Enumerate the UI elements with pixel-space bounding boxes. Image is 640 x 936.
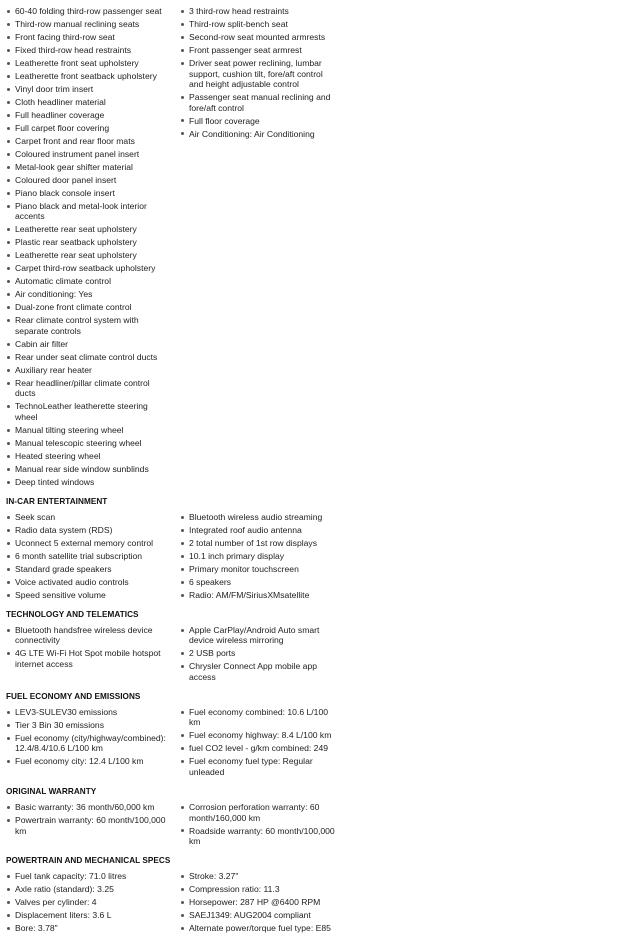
spec-section	[6, 855, 356, 936]
spec-item: Leatherette front seat upholstery	[6, 58, 166, 69]
spec-list-right	[180, 512, 336, 603]
spec-item: Bluetooth wireless audio streaming	[180, 512, 336, 523]
spec-item: Third-row manual reclining seats	[6, 19, 166, 30]
spec-list-left	[6, 6, 166, 490]
spec-item: Speed sensitive volume	[6, 590, 166, 601]
spec-item: Voice activated audio controls	[6, 577, 166, 588]
spec-item: Driver seat power reclining, lumbar support, cushion tilt, fore/aft control and height adjustable control	[180, 58, 336, 90]
spec-item: Leatherette rear seat upholstery	[6, 250, 166, 261]
spec-columns	[6, 6, 356, 490]
spec-item: Uconnect 5 external memory control	[6, 538, 166, 549]
section-heading: TECHNOLOGY AND TELEMATICS	[6, 609, 139, 619]
spec-item: Radio: AM/FM/SiriusXMsatellite	[180, 590, 336, 601]
spec-item: Powertrain warranty: 60 month/100,000 km	[6, 815, 166, 836]
spec-item: Fuel economy city: 12.4 L/100 km	[6, 756, 166, 767]
spec-item: 60-40 folding third-row passenger seat	[6, 6, 166, 17]
spec-item: Manual tilting steering wheel	[6, 425, 166, 436]
spec-section	[6, 496, 356, 603]
spec-item: Fuel economy highway: 8.4 L/100 km	[180, 730, 336, 741]
spec-item: 6 speakers	[180, 577, 336, 588]
spec-item: Plastic rear seatback upholstery	[6, 237, 166, 248]
spec-item: Fuel tank capacity: 71.0 litres	[6, 871, 166, 882]
section-heading: FUEL ECONOMY AND EMISSIONS	[6, 691, 141, 701]
spec-item: 10.1 inch primary display	[180, 551, 336, 562]
spec-section	[6, 6, 356, 490]
spec-item: Alternate power/torque fuel type: E85	[180, 923, 336, 934]
spec-item: Seek scan	[6, 512, 166, 523]
spec-list-right	[180, 625, 336, 685]
spec-item: Roadside warranty: 60 month/100,000 km	[180, 826, 336, 847]
spec-sheet	[6, 6, 356, 936]
spec-item: Vinyl door trim insert	[6, 84, 166, 95]
spec-item: Axle ratio (standard): 3.25	[6, 884, 166, 895]
spec-item: 3 third-row head restraints	[180, 6, 336, 17]
spec-section	[6, 786, 356, 849]
spec-item: Full floor coverage	[180, 116, 336, 127]
spec-list-right	[180, 802, 336, 849]
spec-item: Bore: 3.78"	[6, 923, 166, 934]
spec-item: Manual rear side window sunblinds	[6, 464, 166, 475]
spec-item: Horsepower: 287 HP @6400 RPM	[180, 897, 336, 908]
spec-item: Carpet front and rear floor mats	[6, 136, 166, 147]
spec-item: Passenger seat manual reclining and fore/aft control	[180, 92, 336, 113]
spec-item: Manual telescopic steering wheel	[6, 438, 166, 449]
spec-item: Integrated roof audio antenna	[180, 525, 336, 536]
spec-item: Dual-zone front climate control	[6, 302, 166, 313]
spec-list-left	[6, 707, 166, 770]
spec-item: Displacement liters: 3.6 L	[6, 910, 166, 921]
spec-section	[6, 609, 356, 685]
spec-item: Rear headliner/pillar climate control ducts	[6, 378, 166, 399]
spec-item: Deep tinted windows	[6, 477, 166, 488]
spec-item: Coloured door panel insert	[6, 175, 166, 186]
spec-columns	[6, 802, 356, 849]
spec-item: Piano black and metal-look interior accents	[6, 201, 166, 222]
spec-item: Tier 3 Bin 30 emissions	[6, 720, 166, 731]
spec-item: Full headliner coverage	[6, 110, 166, 121]
spec-columns	[6, 871, 356, 936]
spec-item: Primary monitor touchscreen	[180, 564, 336, 575]
spec-item: Cabin air filter	[6, 339, 166, 350]
spec-item: Fuel economy combined: 10.6 L/100 km	[180, 707, 336, 728]
spec-columns	[6, 512, 356, 603]
spec-item: fuel CO2 level - g/km combined: 249	[180, 743, 336, 754]
spec-item: Rear under seat climate control ducts	[6, 352, 166, 363]
spec-columns	[6, 707, 356, 780]
spec-item: Radio data system (RDS)	[6, 525, 166, 536]
spec-item: Metal-look gear shifter material	[6, 162, 166, 173]
spec-item: Second-row seat mounted armrests	[180, 32, 336, 43]
spec-item: Air Conditioning: Air Conditioning	[180, 129, 336, 140]
spec-list-left	[6, 871, 166, 936]
spec-item: Rear climate control system with separate controls	[6, 315, 166, 336]
spec-item: Coloured instrument panel insert	[6, 149, 166, 160]
spec-item: Compression ratio: 11.3	[180, 884, 336, 895]
spec-item: 4G LTE Wi-Fi Hot Spot mobile hotspot internet access	[6, 648, 166, 669]
spec-item: Basic warranty: 36 month/60,000 km	[6, 802, 166, 813]
spec-list-right	[180, 707, 336, 780]
spec-list-right	[180, 871, 336, 936]
spec-item: Standard grade speakers	[6, 564, 166, 575]
spec-item: Piano black console insert	[6, 188, 166, 199]
spec-item: 2 USB ports	[180, 648, 336, 659]
spec-list-left	[6, 625, 166, 672]
spec-item: Leatherette front seatback upholstery	[6, 71, 166, 82]
spec-item: Front passenger seat armrest	[180, 45, 336, 56]
spec-item: Fuel economy (city/highway/combined): 12.4/8.4/10.6 L/100 km	[6, 733, 166, 754]
spec-item: Chrysler Connect App mobile app access	[180, 661, 336, 682]
spec-item: 2 total number of 1st row displays	[180, 538, 336, 549]
spec-item: Bluetooth handsfree wireless device connectivity	[6, 625, 166, 646]
spec-item: Carpet third-row seatback upholstery	[6, 263, 166, 274]
spec-item: Fixed third-row head restraints	[6, 45, 166, 56]
spec-item: SAEJ1349: AUG2004 compliant	[180, 910, 336, 921]
spec-list-right	[180, 6, 336, 142]
spec-columns	[6, 625, 356, 685]
spec-list-left	[6, 802, 166, 839]
spec-item: Leatherette rear seat upholstery	[6, 224, 166, 235]
spec-item: Air conditioning: Yes	[6, 289, 166, 300]
spec-item: Cloth headliner material	[6, 97, 166, 108]
spec-item: Fuel economy fuel type: Regular unleaded	[180, 756, 336, 777]
spec-section	[6, 691, 356, 780]
section-heading: POWERTRAIN AND MECHANICAL SPECS	[6, 856, 171, 866]
spec-item: Stroke: 3.27"	[180, 871, 336, 882]
spec-item: Corrosion perforation warranty: 60 month/160,000 km	[180, 802, 336, 823]
section-heading: IN-CAR ENTERTAINMENT	[6, 496, 108, 506]
spec-item: LEV3-SULEV30 emissions	[6, 707, 166, 718]
spec-item: Automatic climate control	[6, 276, 166, 287]
spec-item: 6 month satellite trial subscription	[6, 551, 166, 562]
spec-list-left	[6, 512, 166, 603]
spec-item: Third-row split-bench seat	[180, 19, 336, 30]
spec-item: TechnoLeather leatherette steering wheel	[6, 401, 166, 422]
spec-item: Full carpet floor covering	[6, 123, 166, 134]
spec-item: Heated steering wheel	[6, 451, 166, 462]
spec-item: Auxiliary rear heater	[6, 365, 166, 376]
spec-item: Apple CarPlay/Android Auto smart device wireless mirroring	[180, 625, 336, 646]
spec-item: Front facing third-row seat	[6, 32, 166, 43]
section-heading: ORIGINAL WARRANTY	[6, 787, 97, 796]
spec-item: Valves per cylinder: 4	[6, 897, 166, 908]
